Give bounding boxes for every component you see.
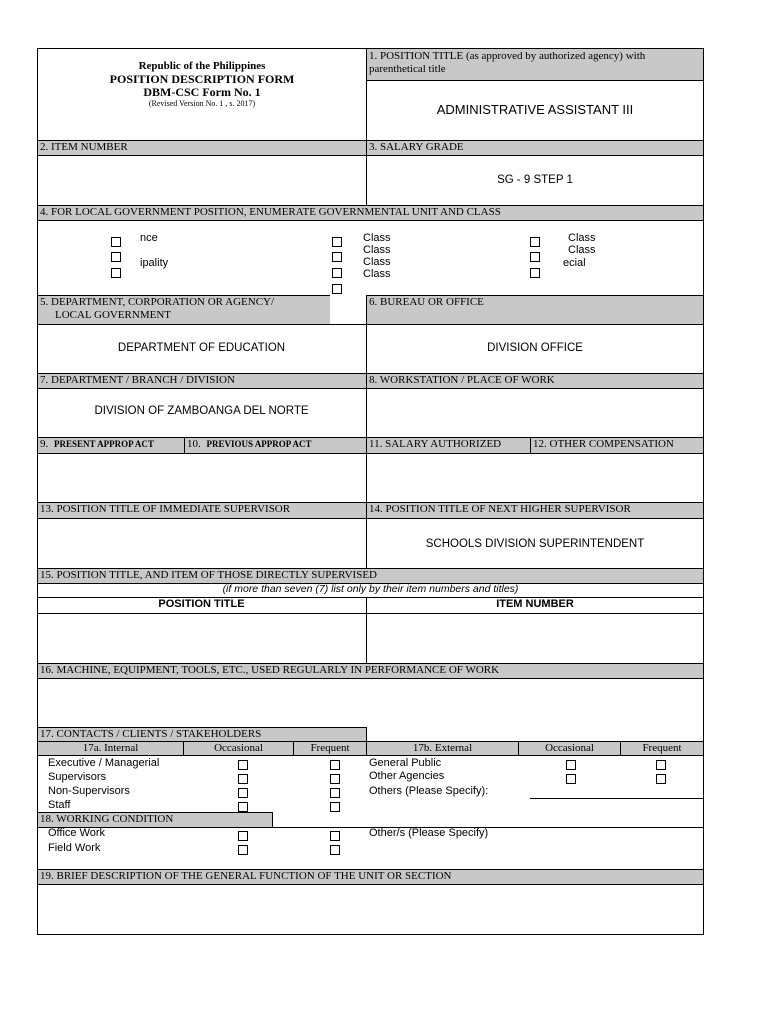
revision-text: (Revised Version No. 1 , s. 2017) bbox=[148, 99, 256, 108]
contact-checkbox[interactable] bbox=[330, 760, 340, 770]
present-approp-num: 9. bbox=[40, 438, 49, 450]
divider bbox=[366, 518, 367, 569]
contact-checkbox[interactable] bbox=[330, 774, 340, 784]
bureau-value[interactable]: DIVISION OFFICE bbox=[487, 342, 583, 354]
divider bbox=[37, 324, 367, 325]
previous-approp-label bbox=[184, 437, 367, 454]
position-title-label: 1. POSITION TITLE (as approved by authorized agency) with parenthetical title bbox=[367, 49, 703, 80]
previous-approp-num: 10. bbox=[187, 438, 201, 450]
contact-checkbox[interactable] bbox=[238, 774, 248, 784]
divider bbox=[366, 155, 367, 205]
contact-checkbox[interactable] bbox=[330, 802, 340, 812]
divider bbox=[366, 597, 367, 664]
local-gov-col2-text-3: Class bbox=[363, 256, 391, 268]
local-gov-checkbox[interactable] bbox=[530, 252, 540, 262]
previous-approp-text: PREVIOUS APPROP ACT bbox=[206, 439, 312, 449]
local-gov-col2-text-1: Class bbox=[363, 232, 391, 244]
contact-other-agencies: Other Agencies bbox=[369, 770, 445, 782]
salary-authorized-label: 11. SALARY AUTHORIZED bbox=[366, 437, 531, 454]
position-title-col-header: POSITION TITLE bbox=[158, 598, 245, 610]
contact-checkbox[interactable] bbox=[656, 760, 666, 770]
general-function-label: 19. BRIEF DESCRIPTION OF THE GENERAL FUNCTION OF THE UNIT OR SECTION bbox=[37, 869, 704, 885]
divider bbox=[367, 80, 704, 81]
local-gov-checkbox[interactable] bbox=[530, 268, 540, 278]
contact-checkbox[interactable] bbox=[330, 788, 340, 798]
department-label-line2: LOCAL GOVERNMENT bbox=[55, 309, 171, 321]
external-occasional-header: Occasional bbox=[518, 741, 621, 756]
divider bbox=[366, 453, 367, 503]
contact-checkbox[interactable] bbox=[238, 788, 248, 798]
working-condition-label: 18. WORKING CONDITION bbox=[37, 812, 273, 828]
work-checkbox[interactable] bbox=[330, 845, 340, 855]
local-gov-col1-text-3: ipality bbox=[140, 257, 169, 269]
divider bbox=[37, 613, 704, 614]
local-gov-checkbox[interactable] bbox=[530, 237, 540, 247]
divider bbox=[366, 48, 367, 140]
bureau-label: 6. BUREAU OR OFFICE bbox=[366, 295, 704, 325]
present-approp-label bbox=[37, 437, 185, 454]
local-gov-col2-text-4: Class bbox=[363, 268, 391, 280]
contact-supervisors: Supervisors bbox=[48, 771, 107, 783]
contact-checkbox[interactable] bbox=[566, 760, 576, 770]
work-field: Field Work bbox=[48, 842, 101, 854]
form-title: POSITION DESCRIPTION FORM bbox=[109, 72, 295, 86]
machines-label: 16. MACHINE, EQUIPMENT, TOOLS, ETC., USED REGULARLY IN PERFORMANCE OF WORK bbox=[37, 663, 704, 679]
local-gov-col3-text-2: Class bbox=[568, 244, 596, 256]
department-label-line1: 5. DEPARTMENT, CORPORATION OR AGENCY/ bbox=[40, 296, 275, 308]
salary-grade-value[interactable]: SG - 9 STEP 1 bbox=[497, 174, 573, 186]
local-gov-checkbox[interactable] bbox=[332, 268, 342, 278]
work-checkbox[interactable] bbox=[238, 831, 248, 841]
local-gov-checkbox[interactable] bbox=[111, 237, 121, 247]
next-supervisor-value[interactable]: SCHOOLS DIVISION SUPERINTENDENT bbox=[425, 538, 645, 550]
contact-checkbox[interactable] bbox=[566, 774, 576, 784]
form-header bbox=[38, 60, 366, 109]
external-col-header: 17b. External bbox=[366, 741, 519, 756]
external-frequent-header: Frequent bbox=[620, 741, 704, 756]
republic-text: Republic of the Philippines bbox=[138, 60, 266, 72]
supervised-label: 15. POSITION TITLE, AND ITEM OF THOSE DIRECTLY SUPERVISED bbox=[37, 568, 704, 584]
work-office: Office Work bbox=[48, 827, 106, 839]
local-gov-checkbox[interactable] bbox=[332, 252, 342, 262]
local-gov-col1-text-1: nce bbox=[140, 232, 158, 244]
contact-others-specify: Others (Please Specify): bbox=[369, 785, 489, 797]
work-others-specify: Other/s (Please Specify) bbox=[369, 827, 489, 839]
supervised-note: (if more than seven (7) list only by their item numbers and titles) bbox=[222, 583, 519, 595]
salary-grade-label: 3. SALARY GRADE bbox=[366, 140, 704, 156]
branch-value[interactable]: DIVISION OF ZAMBOANGA DEL NORTE bbox=[94, 405, 309, 417]
work-checkbox[interactable] bbox=[238, 845, 248, 855]
work-checkbox[interactable] bbox=[330, 831, 340, 841]
workstation-label: 8. WORKSTATION / PLACE OF WORK bbox=[366, 373, 704, 389]
internal-occasional-header: Occasional bbox=[183, 741, 294, 756]
local-gov-col3-text-3: ecial bbox=[563, 257, 586, 269]
contact-executive: Executive / Managerial bbox=[48, 757, 160, 769]
local-gov-col3-text-1: Class bbox=[568, 232, 596, 244]
contact-general-public: General Public bbox=[369, 757, 442, 769]
item-number-label: 2. ITEM NUMBER bbox=[37, 140, 367, 156]
others-specify-line[interactable] bbox=[530, 798, 704, 799]
present-approp-text: PRESENT APPROP ACT bbox=[54, 439, 154, 449]
divider bbox=[366, 388, 367, 438]
branch-label: 7. DEPARTMENT / BRANCH / DIVISION bbox=[37, 373, 367, 389]
contact-checkbox[interactable] bbox=[656, 774, 666, 784]
local-gov-col2-text-2: Class bbox=[363, 244, 391, 256]
internal-col-header: 17a. Internal bbox=[37, 741, 184, 756]
contact-checkbox[interactable] bbox=[238, 802, 248, 812]
next-supervisor-label: 14. POSITION TITLE OF NEXT HIGHER SUPERVISOR bbox=[366, 502, 704, 519]
contact-staff: Staff bbox=[48, 799, 71, 811]
local-gov-checkbox[interactable] bbox=[332, 284, 342, 294]
local-gov-checkbox[interactable] bbox=[111, 252, 121, 262]
form-number: DBM-CSC Form No. 1 bbox=[143, 85, 261, 99]
immediate-supervisor-label: 13. POSITION TITLE OF IMMEDIATE SUPERVISOR bbox=[37, 502, 367, 519]
contacts-label: 17. CONTACTS / CLIENTS / STAKEHOLDERS bbox=[37, 727, 367, 742]
local-gov-checkbox[interactable] bbox=[111, 268, 121, 278]
contact-non-supervisors: Non-Supervisors bbox=[48, 785, 130, 797]
local-gov-label: 4. FOR LOCAL GOVERNMENT POSITION, ENUMERATE GOVERNMENTAL UNIT AND CLASS bbox=[37, 205, 704, 221]
position-title-value[interactable]: ADMINISTRATIVE ASSISTANT III bbox=[436, 102, 634, 117]
department-value[interactable]: DEPARTMENT OF EDUCATION bbox=[117, 342, 286, 354]
divider bbox=[366, 324, 367, 374]
internal-frequent-header: Frequent bbox=[293, 741, 367, 756]
item-number-col-header: ITEM NUMBER bbox=[496, 598, 574, 610]
other-compensation-label: 12. OTHER COMPENSATION bbox=[530, 437, 704, 454]
local-gov-checkbox[interactable] bbox=[332, 237, 342, 247]
department-label bbox=[37, 295, 330, 325]
contact-checkbox[interactable] bbox=[238, 760, 248, 770]
